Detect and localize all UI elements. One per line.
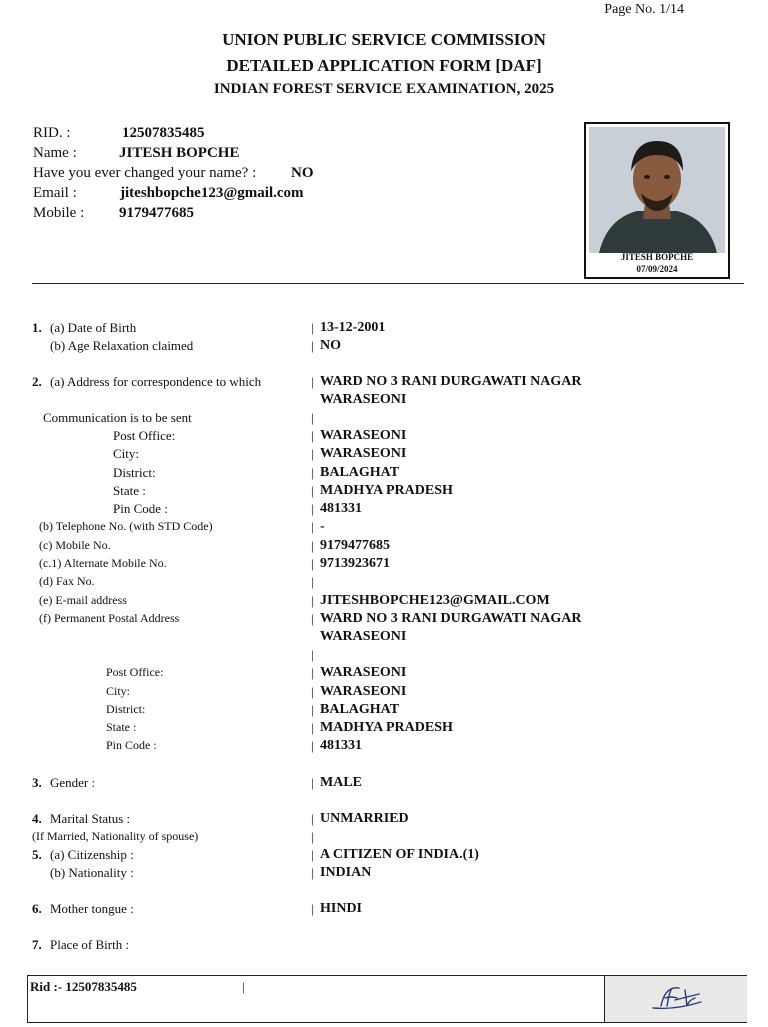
photo-caption-date: 07/09/2024 bbox=[636, 264, 678, 274]
row-value: 9713923671 bbox=[320, 556, 390, 571]
row-value: BALAGHAT bbox=[320, 465, 400, 480]
row-label: Place of Birth : bbox=[50, 937, 130, 952]
row-value: WARASEONI bbox=[320, 446, 407, 461]
signature-image bbox=[605, 976, 747, 1022]
row-label: (b) Telephone No. (with STD Code) bbox=[39, 519, 213, 533]
row-value: - bbox=[320, 519, 325, 534]
form-title-daf: DETAILED APPLICATION FORM [DAF] bbox=[226, 56, 542, 75]
row-label: (f) Permanent Postal Address bbox=[39, 611, 180, 625]
form-row bbox=[0, 702, 768, 720]
row-label: Post Office: bbox=[106, 665, 164, 679]
row-separator: | bbox=[311, 847, 314, 862]
row-label: (a) Address for correspondence to which bbox=[50, 374, 262, 389]
footer-separator: | bbox=[242, 979, 245, 994]
page-number: Page No. 1/14 bbox=[604, 2, 684, 17]
row-value: WARASEONI bbox=[320, 428, 407, 443]
row-separator: | bbox=[311, 865, 314, 880]
row-label: City: bbox=[113, 446, 140, 461]
row-separator: | bbox=[311, 647, 314, 662]
row-separator: | bbox=[311, 338, 314, 353]
row-value: WARASEONI bbox=[320, 684, 407, 699]
form-row bbox=[0, 611, 768, 629]
row-value: MADHYA PRADESH bbox=[320, 483, 453, 498]
row-value: 481331 bbox=[320, 738, 362, 753]
row-separator: | bbox=[311, 556, 314, 571]
form-row bbox=[0, 483, 768, 501]
row-label: Communication is to be sent bbox=[43, 410, 192, 425]
form-row bbox=[0, 829, 768, 847]
row-separator: | bbox=[311, 702, 314, 717]
form-row bbox=[0, 556, 768, 574]
form-title-exam: INDIAN FOREST SERVICE EXAMINATION, 2025 bbox=[213, 81, 555, 97]
row-label: (If Married, Nationality of spouse) bbox=[32, 829, 199, 843]
row-number: 7. bbox=[32, 937, 42, 952]
row-value: A CITIZEN OF INDIA.(1) bbox=[320, 847, 479, 862]
row-separator: | bbox=[311, 574, 314, 589]
row-label: Marital Status : bbox=[50, 811, 131, 826]
name-changed-label: Have you ever changed your name? : bbox=[33, 165, 257, 181]
row-label: Post Office: bbox=[113, 428, 176, 443]
row-value: 13-12-2001 bbox=[320, 320, 386, 335]
email-value: jiteshbopche123@gmail.com bbox=[120, 185, 304, 201]
row-value: HINDI bbox=[320, 901, 363, 916]
row-separator: | bbox=[311, 519, 314, 534]
form-row bbox=[0, 320, 768, 338]
row-separator: | bbox=[311, 665, 314, 680]
row-number: 5. bbox=[32, 847, 42, 862]
page-footer bbox=[27, 975, 747, 1023]
section-divider bbox=[32, 283, 744, 284]
row-value: WARD NO 3 RANI DURGAWATI NAGAR bbox=[320, 374, 582, 389]
row-value: 9179477685 bbox=[320, 538, 390, 553]
row-separator: | bbox=[311, 611, 314, 626]
person-portrait-icon bbox=[589, 127, 725, 253]
row-value: INDIAN bbox=[320, 865, 372, 880]
row-value: WARD NO 3 RANI DURGAWATI NAGAR bbox=[320, 611, 582, 626]
row-separator: | bbox=[311, 320, 314, 335]
form-row bbox=[0, 410, 768, 428]
row-number: 6. bbox=[32, 901, 42, 916]
form-row bbox=[0, 720, 768, 738]
row-label: State : bbox=[113, 483, 146, 498]
row-value: NO bbox=[320, 338, 341, 353]
applicant-photo-frame bbox=[584, 122, 730, 279]
row-separator: | bbox=[311, 465, 314, 480]
row-number: 4. bbox=[32, 811, 42, 826]
row-separator: | bbox=[311, 538, 314, 553]
signature-box bbox=[604, 976, 747, 1022]
row-value: BALAGHAT bbox=[320, 702, 400, 717]
form-row bbox=[0, 428, 768, 446]
row-label: (e) E-mail address bbox=[39, 593, 127, 607]
row-separator: | bbox=[311, 501, 314, 516]
row-separator: | bbox=[311, 684, 314, 699]
row-separator: | bbox=[311, 811, 314, 826]
row-value: WARASEONI bbox=[320, 629, 407, 644]
row-label: (b) Age Relaxation claimed bbox=[50, 338, 194, 353]
form-row bbox=[0, 647, 768, 665]
row-value: 481331 bbox=[320, 501, 362, 516]
row-value: JITESHBOPCHE123@GMAIL.COM bbox=[320, 593, 550, 608]
photo-caption-name: JITESH BOPCHE bbox=[620, 252, 694, 262]
form-row bbox=[0, 392, 768, 410]
row-separator: | bbox=[311, 738, 314, 753]
row-separator: | bbox=[311, 901, 314, 916]
form-row bbox=[0, 465, 768, 483]
row-separator: | bbox=[311, 410, 314, 425]
rid-value: 12507835485 bbox=[122, 125, 205, 141]
form-row bbox=[0, 519, 768, 537]
form-row bbox=[0, 901, 768, 919]
form-row bbox=[0, 684, 768, 702]
rid-label: RID. : bbox=[33, 125, 71, 141]
form-row bbox=[0, 593, 768, 611]
form-row bbox=[0, 775, 768, 793]
form-row bbox=[0, 665, 768, 683]
form-row bbox=[0, 501, 768, 519]
row-separator: | bbox=[311, 446, 314, 461]
form-row bbox=[0, 937, 768, 955]
row-number: 2. bbox=[32, 374, 42, 389]
row-number: 1. bbox=[32, 320, 42, 335]
row-separator: | bbox=[311, 374, 314, 389]
row-label: Pin Code : bbox=[113, 501, 168, 516]
row-label: (b) Nationality : bbox=[50, 865, 134, 880]
form-row bbox=[0, 446, 768, 464]
mobile-label: Mobile : bbox=[33, 205, 85, 221]
row-separator: | bbox=[311, 428, 314, 443]
form-title-commission: UNION PUBLIC SERVICE COMMISSION bbox=[222, 30, 546, 49]
row-value: MADHYA PRADESH bbox=[320, 720, 453, 735]
form-row bbox=[0, 374, 768, 392]
row-separator: | bbox=[311, 720, 314, 735]
form-row bbox=[0, 847, 768, 865]
row-label: Pin Code : bbox=[106, 738, 157, 752]
row-separator: | bbox=[311, 775, 314, 790]
row-label: District: bbox=[113, 465, 156, 480]
form-row bbox=[0, 538, 768, 556]
row-value: WARASEONI bbox=[320, 665, 407, 680]
row-label: District: bbox=[106, 702, 146, 716]
footer-rid: Rid :- 12507835485 bbox=[30, 979, 137, 994]
form-row bbox=[0, 629, 768, 647]
row-value: UNMARRIED bbox=[320, 811, 409, 826]
form-row bbox=[0, 738, 768, 756]
row-label: (d) Fax No. bbox=[39, 574, 95, 588]
form-row bbox=[0, 574, 768, 592]
row-separator: | bbox=[311, 593, 314, 608]
row-label: Gender : bbox=[50, 775, 96, 790]
row-label: Mother tongue : bbox=[50, 901, 134, 916]
form-row bbox=[0, 811, 768, 829]
row-number: 3. bbox=[32, 775, 42, 790]
row-value: MALE bbox=[320, 775, 362, 790]
row-label: (c.1) Alternate Mobile No. bbox=[39, 556, 167, 570]
name-label: Name : bbox=[33, 145, 77, 161]
row-label: (a) Date of Birth bbox=[50, 320, 137, 335]
row-label: (c) Mobile No. bbox=[39, 538, 111, 552]
name-value: JITESH BOPCHE bbox=[119, 145, 240, 161]
form-row bbox=[0, 338, 768, 356]
row-separator: | bbox=[311, 483, 314, 498]
row-separator: | bbox=[311, 829, 314, 844]
row-label: State : bbox=[106, 720, 137, 734]
row-label: City: bbox=[106, 684, 131, 698]
mobile-value: 9179477685 bbox=[119, 205, 194, 221]
applicant-photo bbox=[589, 127, 725, 253]
form-row bbox=[0, 865, 768, 883]
name-changed-value: NO bbox=[291, 165, 314, 181]
row-value: WARASEONI bbox=[320, 392, 407, 407]
email-label: Email : bbox=[33, 185, 77, 201]
row-label: (a) Citizenship : bbox=[50, 847, 134, 862]
